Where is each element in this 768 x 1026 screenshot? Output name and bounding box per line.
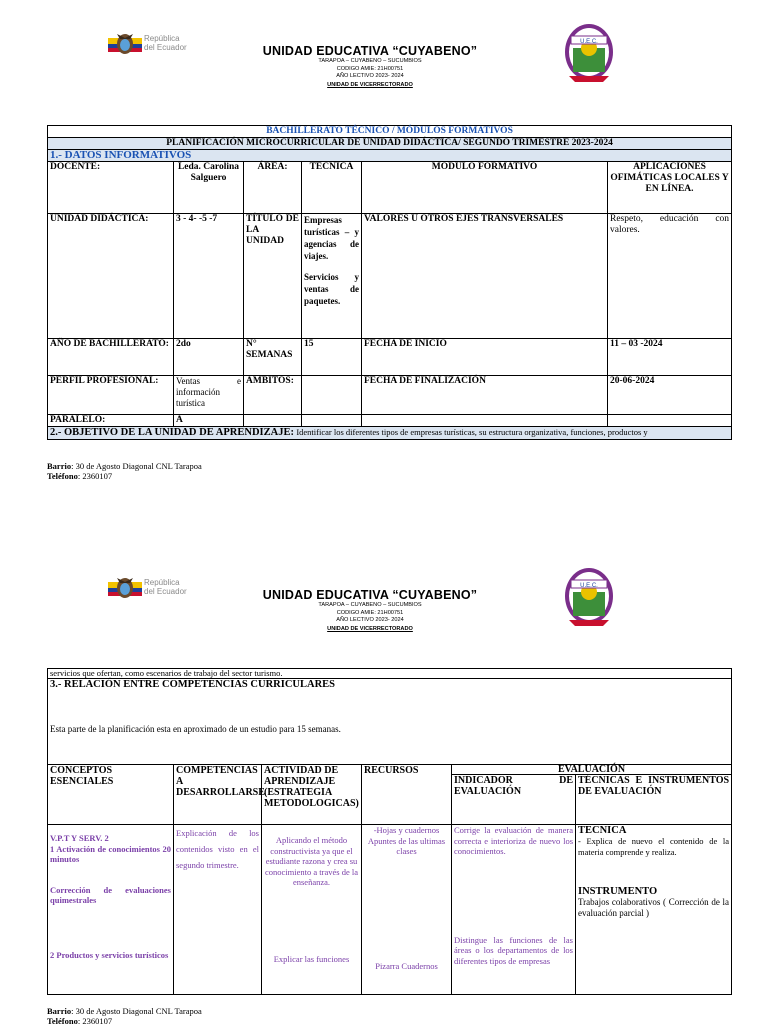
perfil-label: PERFIL PROFESIONAL: [48,376,174,415]
ambitos-label: AMBITOS: [244,376,302,415]
tecnica-label: TECNICA [578,825,627,836]
table-title: BACHILLERATO TÉCNICO / MÓDULOS FORMATIVOS [48,126,732,138]
school-year: AÑO LECTIVO 2023- 2024 [336,617,404,624]
paralelo-value: A [174,415,244,427]
school-name: UNIDAD EDUCATIVA “CUYABENO” [262,588,478,602]
titulo-value [302,214,362,339]
indicador-1: Corrige la evaluación de manera correcta e interioriza de nuevo los conocimientos. [454,825,573,856]
telefono-value: : 2360107 [77,1015,113,1026]
fin-value: 20-06-2024 [608,376,732,415]
actividad-2: Explicar las funciones [273,953,350,964]
letterhead-page2 [0,570,768,650]
barrio-label: Barrio [47,461,72,471]
col-tecnicas: TÉCNICAS E INSTRUMENTOS DE EVALUACIÓN [576,775,732,825]
school-location: TARAPOA – CUYABENO – SUCUMBIOS [318,602,422,608]
school-seal-icon [563,12,615,82]
instrumento-label: INSTRUMENTO [578,886,658,897]
planning-table-page1 [47,125,732,440]
conceptos-cell [48,825,174,995]
indicador-cell [452,825,576,995]
col-evaluacion: EVALUACIÓN [452,765,732,775]
recursos-1: -Hojas y cuadernos Apuntes de las ultimas clases [367,825,446,856]
school-heading [200,588,540,633]
anio-value: 2do [174,339,244,376]
unidad-label: UNIDAD DIDÁCTICA: [48,214,174,339]
indicador-2: Distingue las funciones de las áreas o los departamentos de los diferentes tipos de empresas [454,934,573,966]
docente-value: Leda. Carolina Salguero [174,162,244,214]
col-competencias: COMPETENCIAS A DESARROLLARSE [174,765,262,825]
competencia-1: Explicación de los contenidos visto en el segundo trimestre. [174,825,262,995]
country-line1: República [144,34,180,43]
school-unit: UNIDAD DE VICERRECTORADO [327,81,413,88]
area-value: TECNICA [302,162,362,214]
modulo-value: APLICACIONES OFIMÁTICAS LOCALES Y EN LÍNEA. [608,162,732,214]
objetivo-label: 2.- OBJETIVO DE LA UNIDAD DE APRENDIZAJE: [50,427,294,438]
tecnica-text: - Explica de nuevo el contenido de la materia comprende y realiza. [578,836,730,857]
semanas-value: 15 [302,339,362,376]
footer-page2 [47,1007,202,1026]
actividad-cell [262,825,362,995]
coat-of-arms-icon [108,574,142,604]
table-subtitle: PLANIFICACIÓN MICROCURRICULAR DE UNIDAD DIDÁCTICA/ SEGUNDO TRIMESTRE 2023-2024 [48,138,732,150]
semanas-label: N° SEMANAS [244,339,302,376]
footer-page1 [47,462,202,481]
valores-label: VALORES U OTROS EJES TRANSVERSALES [362,214,608,339]
seal-text: U.E.C. [580,583,598,589]
barrio-value: : 30 de Agosto Diagonal CNL Tarapoa [71,461,202,471]
barrio-label: Barrio [47,1006,72,1016]
school-name: UNIDAD EDUCATIVA “CUYABENO” [262,44,478,58]
col-actividad: ACTIVIDAD DE APRENDIZAJE (ESTRATEGIA METODOLOGICAS) [262,765,362,825]
country-line1: República [144,578,180,587]
weeks-note: Esta parte de la planificación esta en aproximado de un estudio para 15 semanas. [50,724,341,734]
recursos-2: Pizarra Cuadernos [375,960,438,971]
perfil-value: Ventas e información turística [174,376,244,415]
section-competencias [48,679,732,765]
recursos-cell [362,825,452,995]
concepto-1: V.P.T Y SERV. 2 [50,833,109,843]
telefono-label: Teléfono [47,470,78,481]
objetivo-row [48,427,732,440]
school-amie: CODIGO AMIE: 21H00751 [336,609,404,616]
actividad-1: Aplicando el método constructivista ya que el estudiante razona y crea su conocimiento a través de la enseñanza. [265,835,358,887]
unidad-value: 3 - 4- -5 -7 [174,214,244,339]
telefono-value: : 2360107 [77,470,113,481]
fin-label: FECHA DE FINALIZACIÓN [362,376,608,415]
titulo-value-1: Empresas turísticas – y agencias de viajes. [304,215,359,261]
barrio-value: : 30 de Agosto Diagonal CNL Tarapoa [71,1006,202,1016]
titulo-label: TÍTULO DE LA UNIDAD [244,214,302,339]
letterhead-page1 [0,26,768,106]
section-competencias-title: 3.- RELACIÓN ENTRE COMPETENCIAS CURRICULARES [50,679,335,690]
seal-text: U.E.C. [580,39,598,45]
concepto-3: Corrección de evaluaciones quimestrales [50,884,171,905]
telefono-label: Teléfono [47,1015,78,1026]
planning-table-page2 [47,668,732,995]
col-conceptos: CONCEPTOS ESENCIALES [48,765,174,825]
objetivo-continued: servicios que ofertan, como escenarios de trabajo del sector turismo. [48,669,732,679]
school-amie: CODIGO AMIE: 21H00751 [336,65,404,72]
col-recursos: RECURSOS [362,765,452,825]
school-year: AÑO LECTIVO 2023- 2024 [336,73,404,80]
concepto-4: 2 Productos y servicios turísticos [50,949,169,960]
ambitos-value [302,376,362,415]
instrumento-text: Trabajos colaborativos ( Corrección de la evaluación parcial ) [578,897,730,918]
school-location: TARAPOA – CUYABENO – SUCUMBIOS [318,58,422,64]
country-line2: del Ecuador [144,43,187,52]
valores-value: Respeto, educación con valores. [608,214,732,339]
coat-of-arms-icon [108,30,142,60]
titulo-value-2: Servicios y ventas de paquetes. [304,272,359,306]
inicio-label: FECHA DE INICIO [362,339,608,376]
inicio-value: 11 – 03 -2024 [608,339,732,376]
paralelo-label: PARALELO: [48,415,174,427]
section-datos: 1.- DATOS INFORMATIVOS [48,150,732,162]
docente-label: DOCENTE: [48,162,174,214]
modulo-label: MODULO FORMATIVO [362,162,608,214]
country-line2: del Ecuador [144,587,187,596]
school-seal-icon [563,556,615,626]
tecnicas-cell [576,825,732,995]
concepto-2: 1 Activación de conocimientos 20 minutos [50,843,171,864]
area-label: ÁREA: [244,162,302,214]
anio-label: AÑO DE BACHILLERATO: [48,339,174,376]
school-heading [200,44,540,89]
col-indicador: INDICADOR DE EVALUACIÓN [452,775,576,825]
school-unit: UNIDAD DE VICERRECTORADO [327,625,413,632]
objetivo-text: Identificar los diferentes tipos de empresas turísticas, su estructura organizativa, funciones, productos y [296,427,648,437]
